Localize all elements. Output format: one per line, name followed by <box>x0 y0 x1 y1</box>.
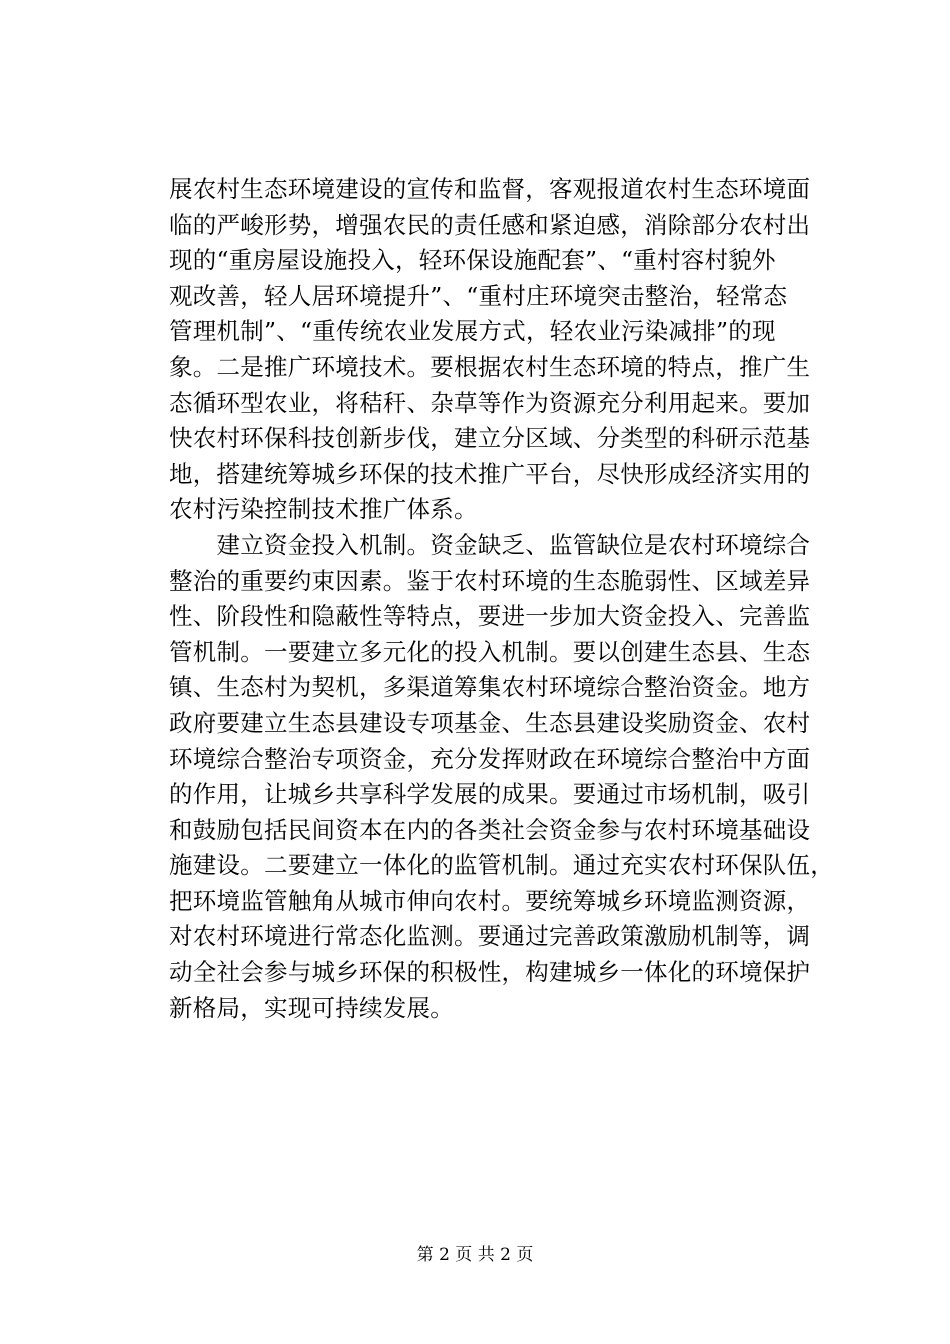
text-line: 管机制。一要建立多元化的投入机制。要以创建生态县、生态 <box>169 637 811 666</box>
text-line: 的作用，让城乡共享科学发展的成果。要通过市场机制，吸引 <box>169 780 811 809</box>
text-line: 现的“重房屋设施投入，轻环保设施配套”、“重村容村貌外 <box>169 246 776 275</box>
text-line: 展农村生态环境建设的宣传和监督，客观报道农村生态环境面 <box>169 175 811 203</box>
text-line: 环境综合整治专项资金，充分发挥财政在环境综合整治中方面 <box>169 744 811 773</box>
text-line: 施建设。二要建立一体化的监管机制。通过充实农村环保队伍， <box>169 851 834 880</box>
text-line: 象。二是推广环境技术。要根据农村生态环境的特点，推广生 <box>169 352 811 381</box>
text-line: 快农村环保科技创新步伐，建立分区域、分类型的科研示范基 <box>169 424 811 453</box>
text-line: 地，搭建统筹城乡环保的技术推广平台，尽快形成经济实用的 <box>169 459 811 488</box>
text-line: 把环境监管触角从城市伸向农村。要统筹城乡环境监测资源， <box>169 886 811 915</box>
text-line: 观改善，轻人居环境提升”、“重村庄环境突击整治，轻常态 <box>169 281 788 310</box>
text-line: 临的严峻形势，增强农民的责任感和紧迫感，消除部分农村出 <box>169 210 811 239</box>
text-line: 和鼓励包括民间资本在内的各类社会资金参与农村环境基础设 <box>169 815 811 844</box>
text-line: 对农村环境进行常态化监测。要通过完善政策激励机制等，调 <box>169 922 811 951</box>
paragraph-first-line: 建立资金投入机制。资金缺乏、监管缺位是农村环境综合 <box>169 530 811 559</box>
document-body <box>169 172 834 1026</box>
text-line: 农村污染控制技术推广体系。 <box>169 495 478 524</box>
page-number-footer: 第 2 页 共 2 页 <box>416 1245 534 1265</box>
text-line: 态循环型农业，将秸秆、杂草等作为资源充分利用起来。要加 <box>169 388 811 417</box>
text-line: 管理机制”、“重传统农业发展方式，轻农业污染减排”的现 <box>169 317 776 346</box>
text-line: 动全社会参与城乡环保的积极性，构建城乡一体化的环境保护 <box>169 958 811 987</box>
text-line: 新格局，实现可持续发展。 <box>169 993 454 1022</box>
text-line: 政府要建立生态县建设专项基金、生态县建设奖励资金、农村 <box>169 708 811 737</box>
text-line: 整治的重要约束因素。鉴于农村环境的生态脆弱性、区域差异 <box>169 566 811 595</box>
text-line: 性、阶段性和隐蔽性等特点，要进一步加大资金投入、完善监 <box>169 602 811 631</box>
text-line: 镇、生态村为契机，多渠道筹集农村环境综合整治资金。地方 <box>169 673 811 702</box>
